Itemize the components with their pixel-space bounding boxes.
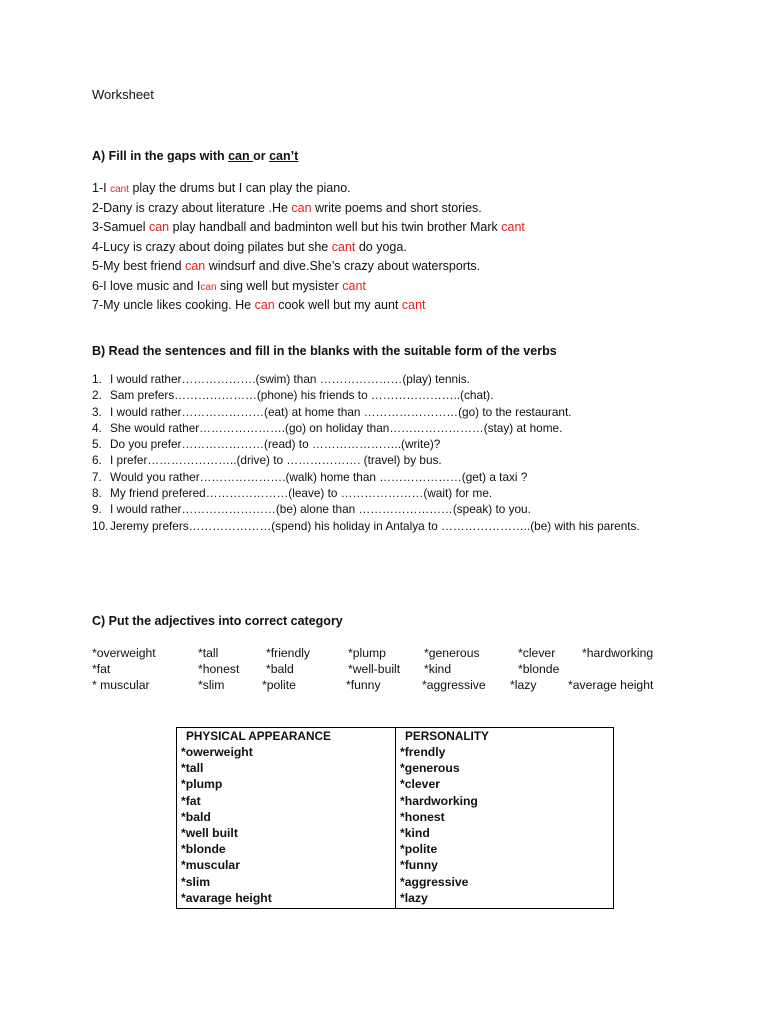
- section-a-heading: [92, 149, 298, 163]
- adjective-item: *funny: [346, 678, 381, 692]
- personality-column: [396, 728, 614, 909]
- sentence-text: sing well but mysister: [216, 278, 343, 293]
- sentence-text: I would rather……………………(be) alone than ……………………(speak) to you.: [110, 502, 531, 517]
- sentence-a-line: [92, 218, 525, 238]
- category-item: *honest: [400, 809, 445, 824]
- adjective-item: *plump: [348, 646, 386, 660]
- answer-text: cant: [501, 220, 525, 234]
- category-item: *funny: [400, 858, 438, 873]
- adjective-item: *well-built: [348, 662, 401, 676]
- item-number: 8.: [92, 486, 102, 501]
- adjective-item: *blonde: [518, 662, 560, 676]
- sentence-b-line: [92, 387, 640, 403]
- category-item: *blonde: [181, 842, 226, 857]
- sentence-a-line: [92, 257, 525, 277]
- sentence-a-line: [92, 277, 525, 297]
- answer-text: can: [148, 220, 170, 234]
- section-a-sentences: [92, 179, 525, 316]
- section-a-heading-or: or: [253, 149, 270, 163]
- sentence-text: write poems and short stories.: [311, 200, 482, 215]
- category-item: *well built: [181, 825, 238, 840]
- item-number: 1.: [92, 372, 102, 386]
- item-number: 7.: [92, 469, 102, 484]
- category-table: [176, 727, 614, 909]
- adjective-item: *average height: [568, 678, 654, 692]
- category-item: *lazy: [400, 890, 428, 905]
- sentence-text: I would rather…………………(eat) at home than ……………………(go) to the restaurant.: [110, 404, 572, 419]
- adjective-row: [92, 661, 682, 677]
- sentence-text: She would rather………………….(go) on holiday than……………………(stay) at home.: [110, 420, 563, 435]
- category-item: *muscular: [181, 858, 240, 873]
- adjective-item: *fat: [92, 662, 111, 676]
- sentence-b-line: [92, 452, 640, 468]
- category-item: *kind: [400, 825, 430, 840]
- item-number: 2.: [92, 388, 102, 403]
- answer-text: cant: [331, 239, 356, 254]
- adjective-list: [92, 645, 682, 693]
- sentence-text: 5-My best friend: [92, 259, 186, 273]
- sentence-b-line: [92, 371, 640, 387]
- sentence-text: Jeremy prefers…………………(spend) his holiday in Antalya to …………………..(be) with his parents.: [110, 518, 640, 533]
- category-item: *hardworking: [400, 793, 478, 808]
- physical-appearance-column: [177, 728, 396, 909]
- sentence-text: Sam prefers…………………(phone) his friends to …………………..(chat).: [110, 388, 494, 403]
- sentence-text: Would you rather………………….(walk) home than …………………(get) a taxi ?: [110, 469, 528, 484]
- personality-items: [400, 744, 613, 906]
- item-number: 9.: [92, 502, 102, 517]
- adjective-item: *honest: [198, 662, 240, 676]
- item-number: 4.: [92, 420, 102, 435]
- adjective-item: *overweight: [92, 646, 156, 660]
- section-b-sentences: [92, 371, 640, 534]
- sentence-b-line: [92, 469, 640, 485]
- category-item: *polite: [400, 842, 438, 857]
- sentence-b-line: [92, 485, 640, 501]
- sentence-text: I prefer…………………..(drive) to ………………. (travel) by bus.: [110, 453, 442, 468]
- adjective-item: *kind: [424, 662, 452, 676]
- answer-text: cant: [110, 184, 129, 195]
- item-number: 3.: [92, 404, 102, 419]
- adjective-item: *generous: [424, 646, 480, 660]
- physical-appearance-header: PHYSICAL APPEARANCE: [186, 729, 331, 743]
- sentence-a-line: [92, 199, 525, 219]
- category-item: *aggressive: [400, 874, 469, 889]
- sentence-b-line: [92, 518, 640, 534]
- sentence-text: 3-Samuel: [92, 220, 149, 234]
- sentence-text: I would rather……………….(swim) than …………………(play) tennis.: [110, 372, 470, 386]
- category-item: *tall: [181, 761, 204, 776]
- item-number: 10.: [92, 518, 109, 533]
- section-c-heading: C) Put the adjectives into correct category: [92, 614, 343, 628]
- adjective-item: *slim: [198, 678, 225, 692]
- sentence-text: play handball and badminton well but his twin brother Mark: [169, 220, 502, 234]
- sentence-a-line: [92, 179, 525, 199]
- answer-text: can: [291, 200, 312, 215]
- answer-text: cant: [342, 278, 366, 293]
- adjective-item: *aggressive: [422, 678, 486, 692]
- answer-text: can: [200, 281, 217, 293]
- sentence-b-line: [92, 436, 640, 452]
- adjective-item: *hardworking: [582, 646, 654, 660]
- answer-text: cant: [401, 298, 426, 312]
- adjective-item: *polite: [262, 678, 296, 692]
- section-b-heading: B) Read the sentences and fill in the blanks with the suitable form of the verbs: [92, 344, 557, 358]
- category-item: *fat: [181, 793, 201, 808]
- adjective-item: *bald: [266, 662, 294, 676]
- sentence-text: 4-Lucy is crazy about doing pilates but she: [92, 239, 332, 254]
- sentence-text: cook well but my aunt: [274, 298, 402, 312]
- sentence-b-line: [92, 404, 640, 420]
- adjective-item: *clever: [518, 646, 556, 660]
- sentence-b-line: [92, 501, 640, 517]
- personality-header: PERSONALITY: [405, 729, 489, 743]
- sentence-text: 1-I: [92, 181, 111, 195]
- category-item: *avarage height: [181, 890, 272, 905]
- adjective-item: *lazy: [510, 678, 537, 692]
- physical-appearance-items: [181, 744, 395, 906]
- sentence-text: play the drums but I can play the piano.: [128, 181, 351, 195]
- section-a-heading-can: can: [228, 149, 254, 163]
- section-a-heading-prefix: A) Fill in the gaps with: [92, 149, 229, 163]
- sentence-a-line: [92, 238, 525, 258]
- sentence-a-line: [92, 296, 525, 316]
- adjective-row: [92, 677, 682, 693]
- sentence-b-line: [92, 420, 640, 436]
- adjective-item: *tall: [198, 646, 219, 660]
- sentence-text: 2-Dany is crazy about literature .He: [92, 200, 292, 215]
- adjective-row: [92, 645, 682, 661]
- sentence-text: Do you prefer…………………(read) to …………………..(write)?: [110, 437, 441, 452]
- category-item: *clever: [400, 777, 440, 792]
- sentence-text: 7-My uncle likes cooking. He: [92, 298, 255, 312]
- sentence-text: My friend prefered…………………(leave) to …………………(wait) for me.: [110, 486, 493, 501]
- item-number: 6.: [92, 453, 102, 468]
- page-title: Worksheet: [92, 87, 154, 102]
- section-a-heading-cant: can’t: [269, 149, 299, 163]
- adjective-item: * muscular: [92, 678, 150, 692]
- answer-text: can: [185, 259, 206, 273]
- sentence-text: windsurf and dive.She’s crazy about watersports.: [205, 259, 481, 273]
- category-item: *owerweight: [181, 745, 253, 759]
- category-item: *frendly: [400, 745, 446, 759]
- category-item: *slim: [181, 874, 211, 889]
- category-item: *plump: [181, 777, 223, 792]
- answer-text: can: [254, 298, 275, 312]
- sentence-text: 6-I love music and I: [92, 278, 201, 293]
- sentence-text: do yoga.: [355, 239, 407, 254]
- category-item: *generous: [400, 761, 460, 776]
- adjective-item: *friendly: [266, 646, 311, 660]
- item-number: 5.: [92, 437, 102, 452]
- category-item: *bald: [181, 809, 211, 824]
